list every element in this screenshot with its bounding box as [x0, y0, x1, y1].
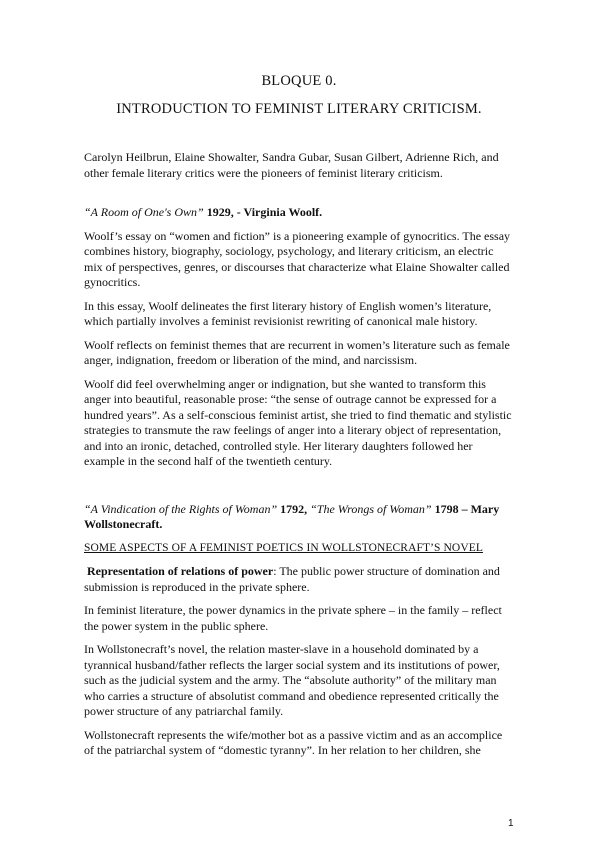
- intro-paragraph: Carolyn Heilbrun, Elaine Showalter, Sandra Gubar, Susan Gilbert, Adrienne Rich, and other female literary critics were the pioneers of feminist literary criticism.: [84, 150, 499, 180]
- woolf-paragraph-2: In this essay, Woolf delineates the first literary history of English women’s literature, which partially involves a feminist revisionist rewriting of canonical male history.: [84, 298, 492, 328]
- wollstonecraft-paragraph-2: In feminist literature, the power dynamics in the private sphere – in the family – reflect the power system in the public sphere.: [84, 603, 502, 633]
- page-content: [84, 72, 514, 759]
- woolf-paragraph-3: Woolf reflects on feminist themes that are recurrent in women’s literature such as female anger, indignation, freedom or liberation of the mind, and narcissism.: [84, 337, 510, 367]
- wollstonecraft-heading: [84, 502, 514, 533]
- wollstonecraft-paragraph-1: [84, 564, 514, 595]
- section-heading: SOME ASPECTS OF A FEMINIST POETICS IN WOLLSTONECRAFT’S NOVEL: [84, 541, 483, 554]
- page-title: INTRODUCTION TO FEMINIST LITERARY CRITICISM.: [116, 101, 482, 117]
- chapter-label: BLOQUE 0.: [261, 73, 337, 89]
- vindication-year: 1792,: [277, 501, 311, 516]
- wrongs-title: “The Wrongs of Woman”: [310, 501, 432, 516]
- power-relations-text: : The public power structure of domination and submission is reproduced in the private sphere.: [84, 564, 500, 594]
- wollstonecraft-paragraph-3: In Wollstonecraft’s novel, the relation master-slave in a household dominated by a tyrannical husband/father reflects the larger social system and its institutions of power, such as the judicial system and the army. The “absolute authority” of the military man who carries a structure of absolutist command and obedience represented critically the power structure of any patriarchal family.: [84, 642, 500, 718]
- woolf-paragraph-1: Woolf’s essay on “women and fiction” is a pioneering example of gynocritics. The essay combines history, biography, sociology, psychology, and literary criticism, an electric mix of perspectives, genres, or discourses that characterize what Elaine Showalter called gynocritics.: [84, 228, 511, 289]
- power-relations-term: Representation of relations of power: [87, 564, 274, 578]
- wollstonecraft-heading-rest: 1798 – Mary Wollstonecraft.: [84, 501, 500, 531]
- page-number: 1: [508, 818, 514, 829]
- woolf-work-title: “A Room of One's Own”: [84, 205, 204, 219]
- vindication-title: “A Vindication of the Rights of Woman”: [84, 501, 278, 516]
- woolf-heading: [84, 205, 514, 221]
- woolf-paragraph-4: Woolf did feel overwhelming anger or indignation, but she wanted to transform this anger into beautiful, reasonable prose: “the sense of outrage cannot be expressed for a hundred years”. As a self-conscious feminist artist, she tried to find thematic and stylistic strategies to transmute the raw feelings of anger into a literary object of representation, and into an ironic, detached, controlled style. Her literary daughters followed her example in the second half of the twentieth century.: [84, 376, 512, 468]
- wollstonecraft-paragraph-4: Wollstonecraft represents the wife/mother bot as a passive victim and as an accomplice of the patriarchal system of “domestic tyranny”. In her relation to her children, she: [84, 727, 503, 757]
- woolf-heading-rest: 1929, - Virginia Woolf.: [203, 205, 323, 219]
